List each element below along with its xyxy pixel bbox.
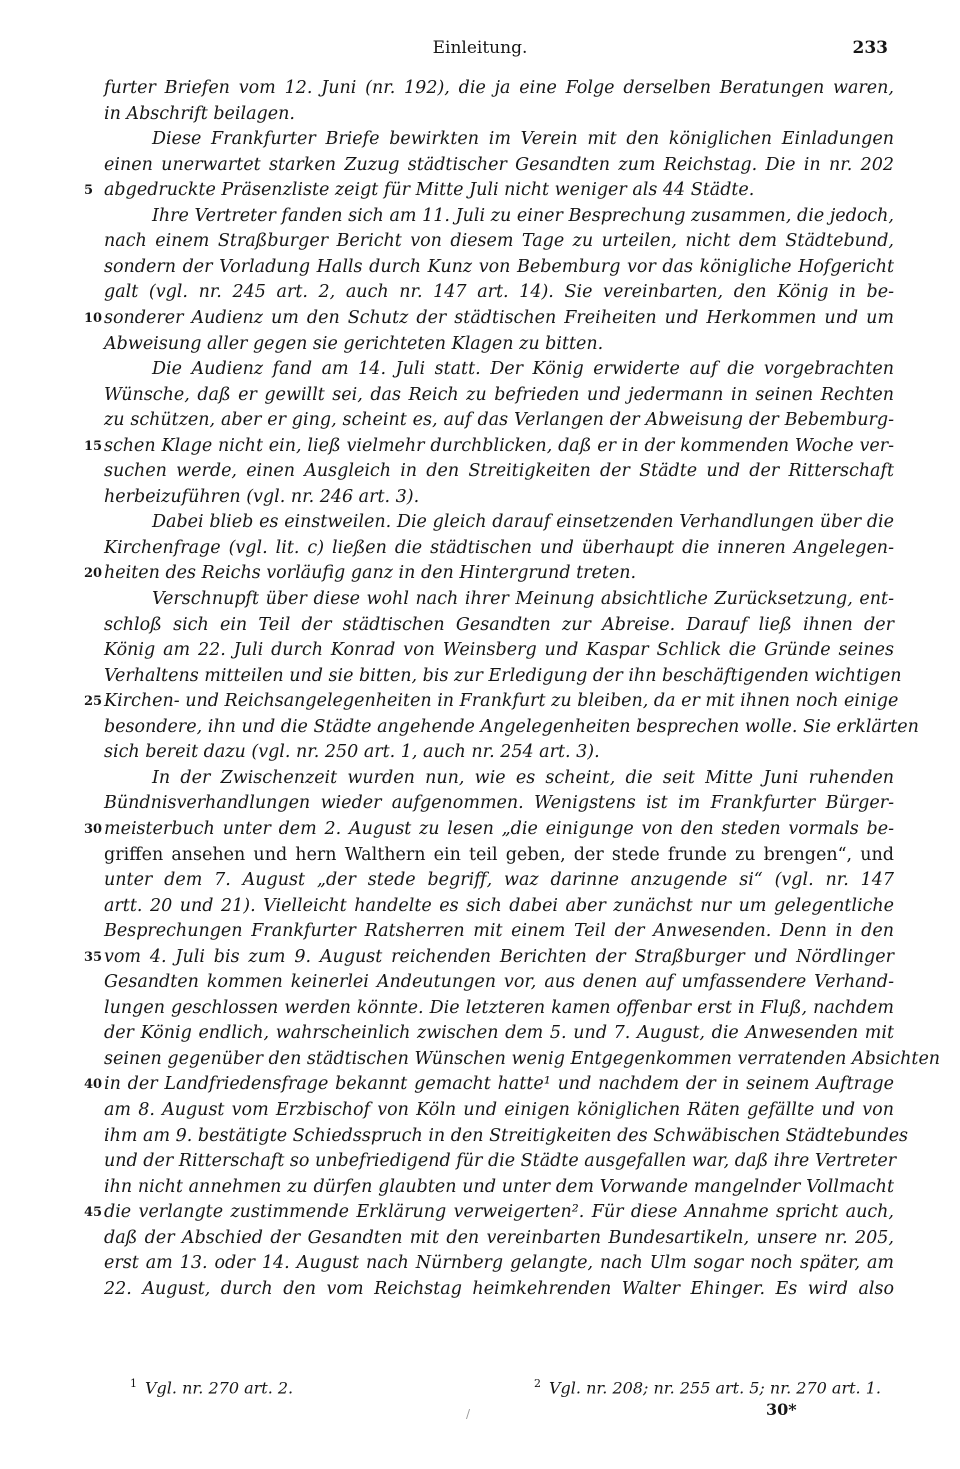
line-number: 30 [84,821,103,837]
text-line: griffen ansehen und hern Walthern ein teil geben, der stede frunde zu brengen“, und [104,844,894,865]
text-line: daß der Abschied der Gesandten mit den vereinbarten Bundesartikeln, unsere nr. 205, [104,1227,894,1248]
text-line: sich bereit dazu (vgl. nr. 250 art. 1, auch nr. 254 art. 3). [104,742,600,763]
text-line: Kirchenfrage (vgl. lit. c) ließen die städtischen und überhaupt die inneren Angelegen- [104,537,894,558]
text-line: 22. August, durch den vom Reichstag heimkehrenden Walter Ehinger. Es wird also [104,1278,894,1299]
stray-mark: / [466,1407,471,1421]
text-line: König am 22. Juli durch Konrad von Weinsberg und Kaspar Schlick die Gründe seines [104,640,894,661]
line-number: 45 [84,1205,103,1221]
line-number: 5 [84,183,94,199]
text-line: galt (vgl. nr. 245 art. 2, auch nr. 147 art. 14). Sie vereinbarten, den König in be- [104,282,894,303]
text-line: heiten des Reichs vorläufig ganz in den Hintergrund treten. [104,563,637,584]
text-line: Verhaltens mitteilen und sie bitten, bis zur Erledigung der ihn beschäftigenden wichtigen [104,665,902,686]
running-title: Einleitung. [432,38,528,58]
text-line: nach einem Straßburger Bericht von diesem Tage zu urteilen, nicht dem Städtebund, [104,231,894,252]
text-line: unter dem 7. August „der stede begriff, waz darinne anzugende si“ (vgl. nr. 147 [104,870,894,891]
line-number: 15 [84,438,103,454]
text-line: Bündnisverhandlungen wieder aufgenommen. Wenigstens ist im Frankfurter Bürger- [104,793,894,814]
text-line: zu schützen, aber er ging, scheint es, auf das Verlangen der Abweisung der Bebemburg- [104,410,894,431]
footnote-1 [130,1377,293,1397]
line-number: 20 [84,566,103,582]
text-line: der König endlich, wahrscheinlich zwischen dem 5. und 7. August, die Anwesenden mit [104,1023,894,1044]
text-line: Kirchen- und Reichsangelegenheiten in Frankfurt zu bleiben, da er mit ihnen noch einige [104,691,899,712]
text-line: furter Briefen vom 12. Juni (nr. 192), die ja eine Folge derselben Beratungen waren, [104,78,894,98]
footnote-mark: 1 [130,1377,137,1390]
text-line: Dabei blieb es einstweilen. Die gleich darauf einsetzenden Verhandlungen über die [152,512,894,533]
text-line: Wünsche, daß er gewillt sei, das Reich zu befrieden und jedermann in seinen Rechten [104,384,894,405]
text-line: einen unerwartet starken Zuzug städtischer Gesandten zum Reichstag. Die in nr. 202 [104,154,894,175]
line-number: 10 [84,310,103,326]
text-line: Die Audienz fand am 14. Juli statt. Der König erwiderte auf die vorgebrachten [152,359,894,380]
text-line: sonderer Audienz um den Schutz der städtischen Freiheiten und Herkommen und um [104,307,894,328]
text-line: die verlangte zustimmende Erklärung verweigerten². Für diese Annahme spricht auch, [104,1202,894,1223]
text-line: schen Klage nicht ein, ließ vielmehr durchblicken, daß er in der kommenden Woche ver- [104,435,894,456]
footnote-mark: 2 [534,1377,541,1390]
text-line: sondern der Vorladung Halls durch Kunz von Bebemburg vor das königliche Hofgericht [104,256,894,277]
line-number: 35 [84,949,103,965]
text-line: suchen werde, einen Ausgleich in den Streitigkeiten der Städte und der Ritterschaft [104,461,894,482]
text-line: in Abschrift beilagen. [104,103,295,124]
line-number: 25 [84,694,103,710]
text-line: In der Zwischenzeit wurden nun, wie es scheint, die seit Mitte Juni ruhenden [152,767,894,788]
text-line: ihn nicht annehmen zu dürfen glaubten und unter dem Vorwande mangelnder Vollmacht [104,1176,894,1197]
text-line: Ihre Vertreter fanden sich am 11. Juli zu einer Besprechung zusammen, die jedoch, [152,205,894,226]
line-number: 40 [84,1077,103,1093]
text-line: seinen gegenüber den städtischen Wünschen wenig Entgegenkommen verratenden Absichten [104,1048,941,1069]
text-line: meisterbuch unter dem 2. August zu lesen „die einigunge von den steden vormals be- [104,818,894,839]
footnote-text: Vgl. nr. 270 art. 2. [145,1378,294,1398]
text-line: artt. 20 und 21). Vielleicht handelte es sich dabei aber zunächst nur um gelegentliche [104,895,894,916]
footnote-text: Vgl. nr. 208; nr. 255 art. 5; nr. 270 art. 1. [549,1378,881,1398]
text-line: Besprechungen Frankfurter Ratsherren mit einem Teil der Anwesenden. Denn in den [104,921,894,942]
footnote-2 [534,1377,881,1397]
text-line: am 8. August vom Erzbischof von Köln und einigen königlichen Räten gefällte und von [104,1100,894,1120]
sheet-signature: 30* [766,1400,797,1419]
text-line: Abweisung aller gegen sie gerichteten Klagen zu bitten. [104,333,604,354]
text-line: lungen geschlossen werden könnte. Die letzteren kamen offenbar erst in Fluß, nachdem [104,997,894,1018]
text-line: schloß sich ein Teil der städtischen Gesandten zur Abreise. Darauf ließ ihnen der [104,614,894,635]
text-line: abgedruckte Präsenzliste zeigt für Mitte Juli nicht weniger als 44 Städte. [104,180,755,201]
text-line: herbeizuführen (vgl. nr. 246 art. 3). [104,486,420,507]
text-line: und der Ritterschaft so unbefriedigend für die Städte ausgefallen war, daß ihre Vertreter [104,1151,897,1172]
text-line: vom 4. Juli bis zum 9. August reichenden Berichten der Straßburger und Nördlinger [104,946,894,967]
text-line: Diese Frankfurter Briefe bewirkten im Verein mit den königlichen Einladungen [152,129,894,150]
text-line: Gesandten kommen keinerlei Andeutungen vor, aus denen auf umfassendere Verhand- [104,972,894,993]
text-line: in der Landfriedensfrage bekannt gemacht hatte¹ und nachdem der in seinem Auftrage [104,1074,894,1095]
page-number: 233 [852,38,888,58]
text-line: erst am 13. oder 14. August nach Nürnberg gelangte, nach Ulm sogar noch später, am [104,1253,894,1274]
text-line: ihm am 9. bestätigte Schiedsspruch in den Streitigkeiten des Schwäbischen Städtebundes [104,1125,909,1146]
text-line: besondere, ihn und die Städte angehende Angelegenheiten besprechen wolle. Sie erklärten [104,716,919,737]
text-line: Verschnupft über diese wohl nach ihrer Meinung absichtliche Zurücksetzung, ent- [152,589,894,609]
